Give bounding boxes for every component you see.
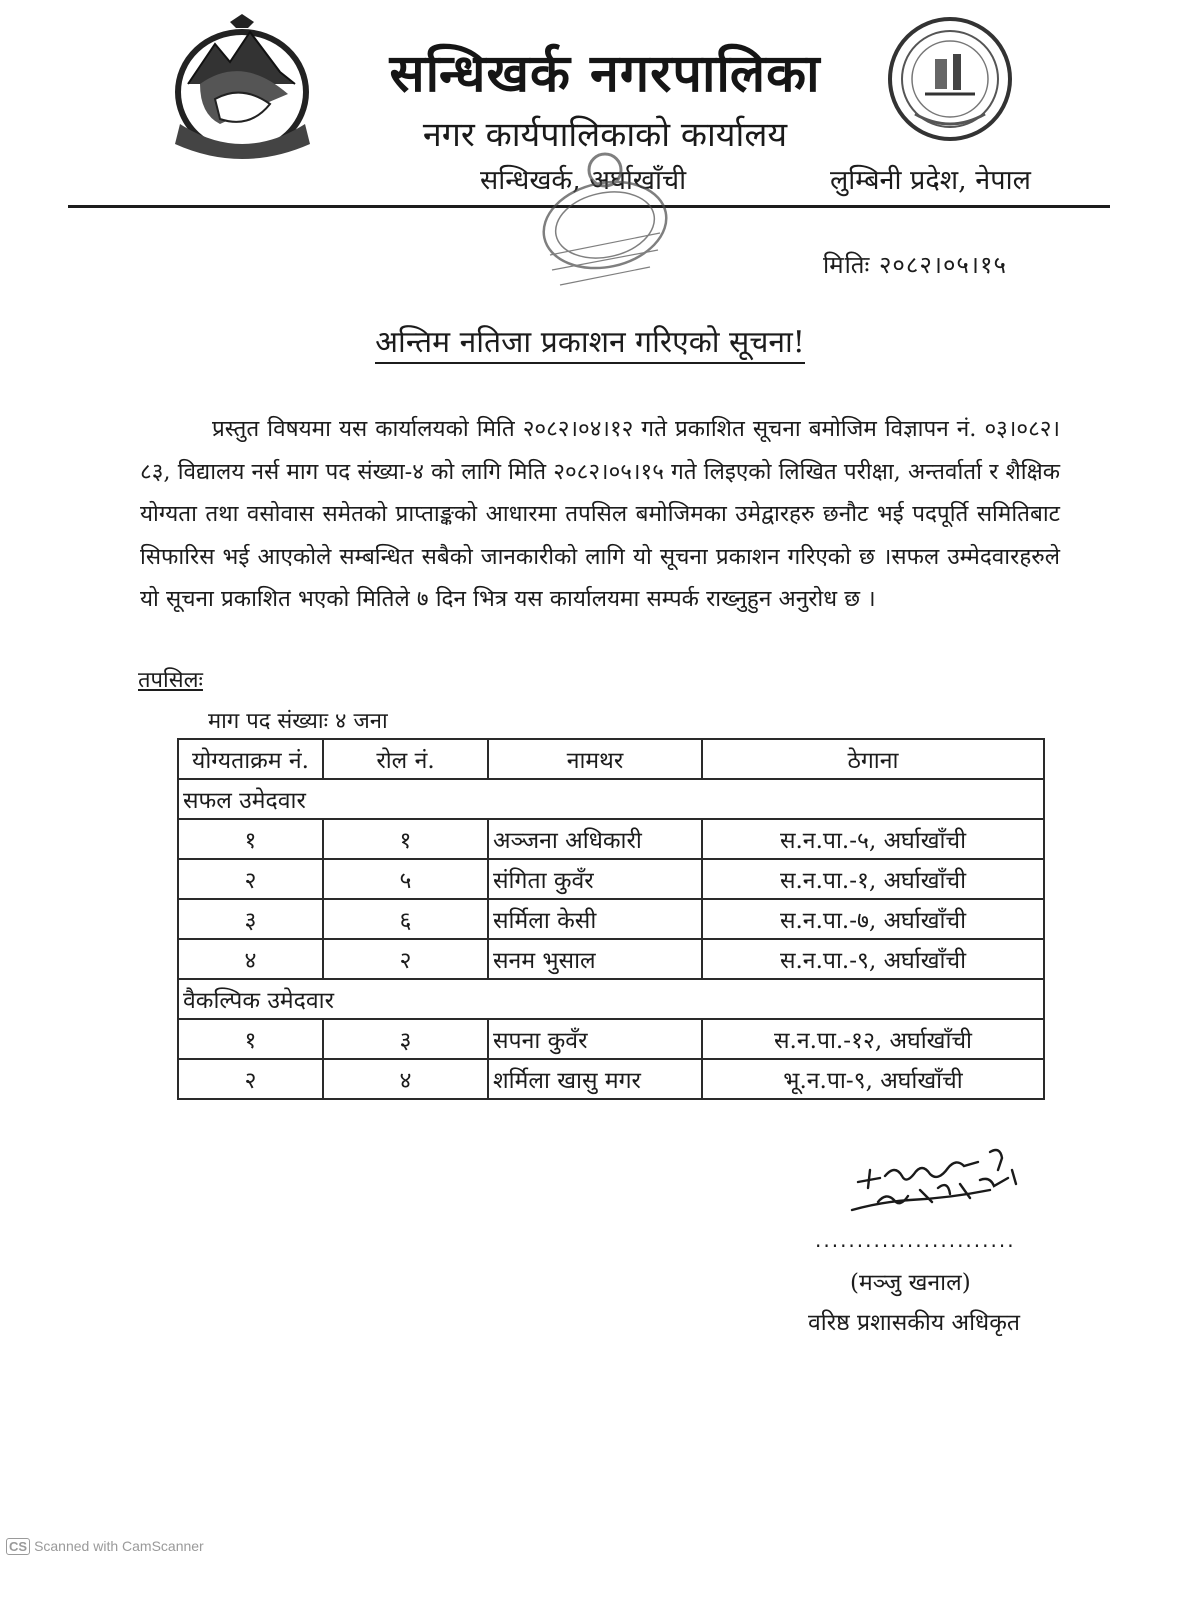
cell-address: भू.न.पा-९, अर्घाखाँची: [702, 1059, 1044, 1099]
cell-address: स.न.पा.-९, अर्घाखाँची: [702, 939, 1044, 979]
office-province: लुम्बिनी प्रदेश, नेपाल: [830, 165, 1031, 196]
cell-name: सनम भुसाल: [488, 939, 702, 979]
cell-address: स.न.पा.-५, अर्घाखाँची: [702, 819, 1044, 859]
group-row-alternate: [178, 979, 1044, 1019]
cell-name: अञ्जना अधिकारी: [488, 819, 702, 859]
table-row: [178, 899, 1044, 939]
cell-roll-no: २: [323, 939, 488, 979]
notice-title-text: अन्तिम नतिजा प्रकाशन गरिएको सूचना!: [375, 325, 805, 364]
cell-roll-no: ५: [323, 859, 488, 899]
header-roll-no: रोल नं.: [323, 739, 488, 779]
scanner-footer: [6, 1538, 204, 1555]
handwritten-signature-icon: [840, 1140, 1030, 1230]
result-table: [177, 738, 1045, 1100]
notice-title: [0, 320, 1180, 361]
notice-body: प्रस्तुत विषयमा यस कार्यालयको मिति २०८२।०४।१२ गते प्रकाशित सूचना बमोजिम विज्ञापन नं. ०३।०८२।८३, विद्यालय नर्स माग पद संख्या-४ को लागि मिति २०८२।०५।१५ गते लिइएको लिखित परीक्षा, अन्तर्वार्ता र शैक्षिक योग्यता तथा वसोवास समेतको प्राप्ताङ्कको आधारमा तपसिल बमोजिमका उमेद्वारहरु छनौट भई पदपूर्ति समितिबाट सिफारिस भई आएकोले सम्बन्धित सबैको जानकारीको लागि यो सूचना प्रकाशन गरिएको छ ।सफल उम्मेदवारहरुले यो सूचना प्रकाशित भएको मितिले ७ दिन भित्र यस कार्यालयमा सम्पर्क राख्नुहुन अनुरोध छ ।: [140, 416, 1060, 612]
municipality-seal-icon: [885, 14, 1015, 144]
cell-merit-no: ३: [178, 899, 323, 939]
table-row: [178, 939, 1044, 979]
cell-name: शर्मिला खासु मगर: [488, 1059, 702, 1099]
tapasil-label: तपसिलः: [138, 668, 203, 693]
group-label: सफल उमेदवार: [178, 779, 1044, 819]
table-header-row: [178, 739, 1044, 779]
cell-merit-no: २: [178, 859, 323, 899]
header-merit-no: योग्यताक्रम नं.: [178, 739, 323, 779]
office-location: सन्धिखर्क, अर्घाखाँची: [480, 165, 687, 196]
cell-address: स.न.पा.-१, अर्घाखाँची: [702, 859, 1044, 899]
cell-address: स.न.पा.-१२, अर्घाखाँची: [702, 1019, 1044, 1059]
signer-name: (मञ्जु खनाल): [850, 1270, 971, 1296]
cell-merit-no: १: [178, 1019, 323, 1059]
table-row: [178, 859, 1044, 899]
office-stamp-icon: [520, 145, 690, 305]
office-name: सन्धिखर्क नगरपालिका: [389, 43, 821, 104]
header-name: नामथर: [488, 739, 702, 779]
cell-roll-no: १: [323, 819, 488, 859]
camscanner-logo-icon: CS: [6, 1538, 30, 1555]
group-row-successful: [178, 779, 1044, 819]
group-label: वैकल्पिक उमेदवार: [178, 979, 1044, 1019]
table-row: [178, 1019, 1044, 1059]
cell-name: सर्मिला केसी: [488, 899, 702, 939]
table-row: [178, 1059, 1044, 1099]
cell-merit-no: १: [178, 819, 323, 859]
demand-line: माग पद संख्याः ४ जना: [208, 709, 388, 734]
cell-merit-no: २: [178, 1059, 323, 1099]
footer-text: Scanned with CamScanner: [34, 1538, 204, 1554]
header-address: ठेगाना: [702, 739, 1044, 779]
cell-name: संगिता कुवँर: [488, 859, 702, 899]
date-line: मितिः २०८२।०५।१५: [823, 251, 1007, 279]
cell-name: सपना कुवँर: [488, 1019, 702, 1059]
cell-roll-no: ४: [323, 1059, 488, 1099]
signer-title: वरिष्ठ प्रशासकीय अधिकृत: [808, 1310, 1020, 1336]
cell-merit-no: ४: [178, 939, 323, 979]
table-row: [178, 819, 1044, 859]
nepal-emblem-icon: [160, 14, 325, 164]
cell-address: स.न.पा.-७, अर्घाखाँची: [702, 899, 1044, 939]
office-subtitle: नगर कार्यपालिकाको कार्यालय: [422, 115, 788, 155]
signature-dots: ........................: [815, 1228, 1016, 1252]
cell-roll-no: ३: [323, 1019, 488, 1059]
cell-roll-no: ६: [323, 899, 488, 939]
